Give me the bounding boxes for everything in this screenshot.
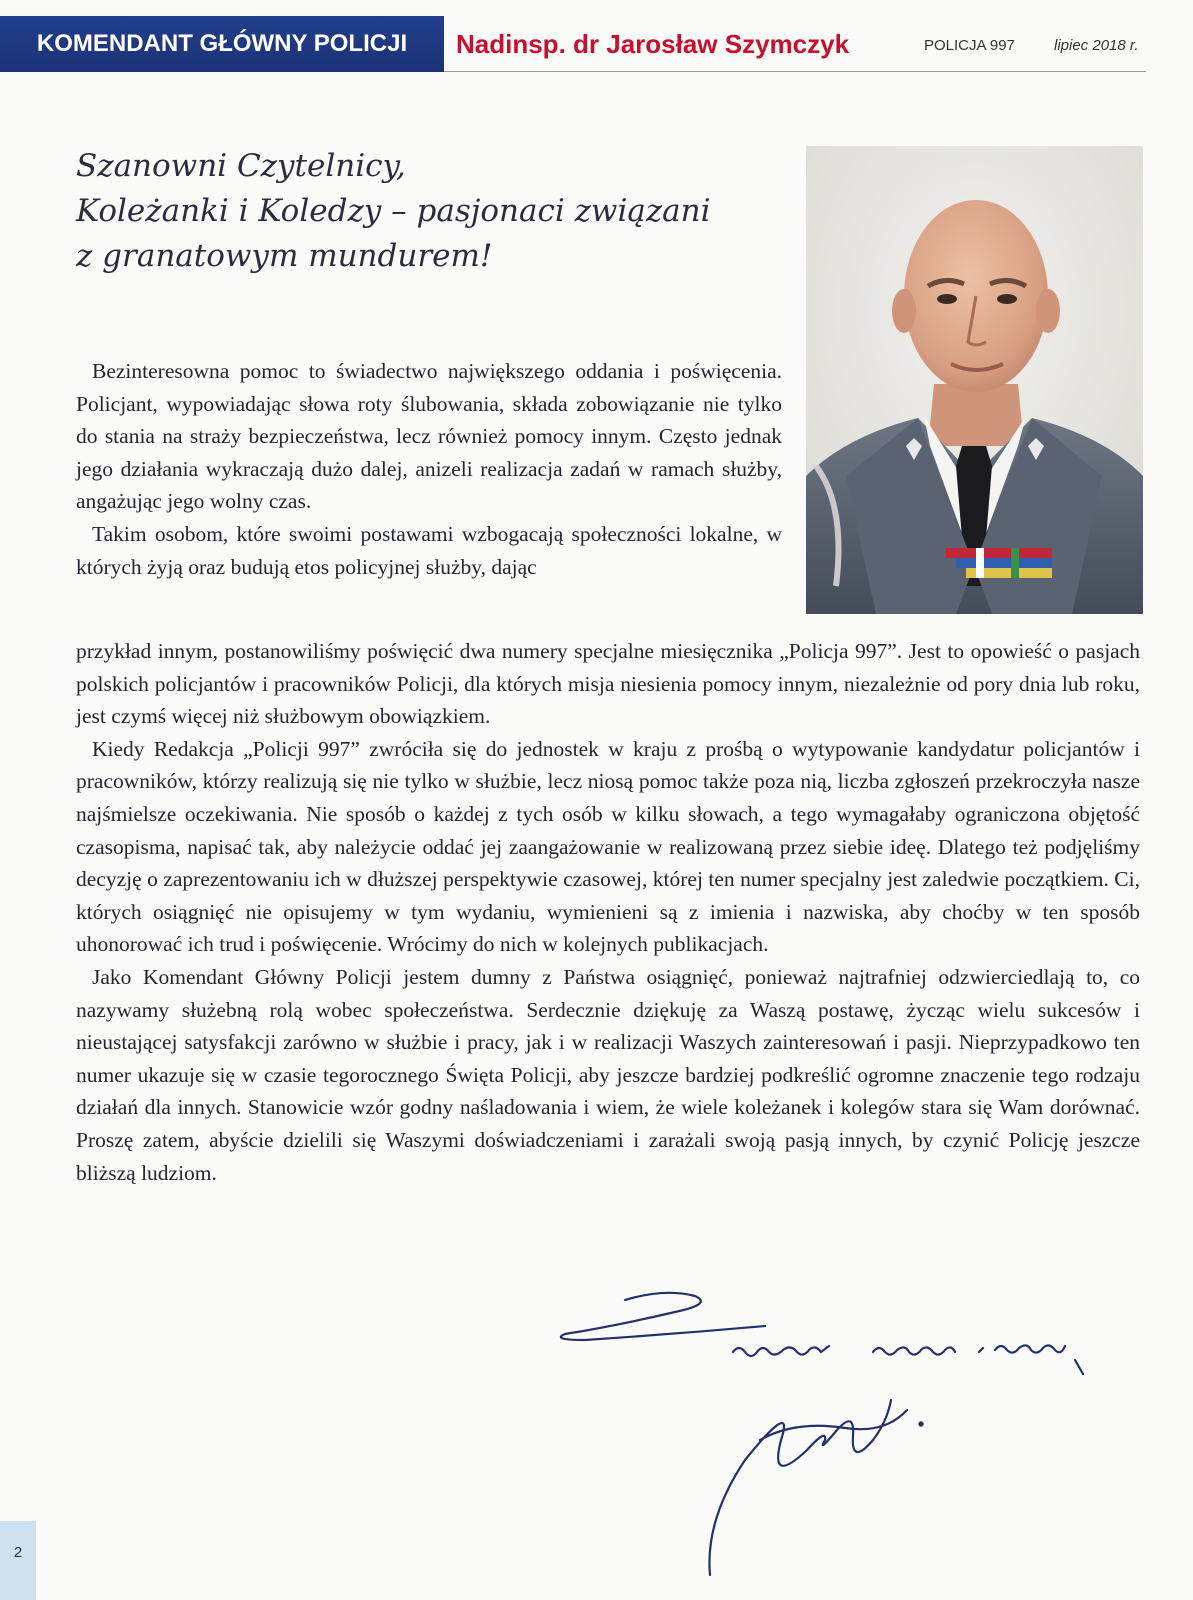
salutation-line: Koleżanki i Koledzy – pasjonaci związani	[76, 193, 711, 229]
body-column	[76, 355, 782, 583]
body-paragraph-continuation: przykład innym, postanowiliśmy poświęcić dwa numery specjalne miesięcznika „Policja 997”. Jest to opowieść o pasjach polskich policjantów i pracowników Policji, dla których misja niesienia pomocy innym, niezależnie od pory dnia lub roku, jest czymś więcej niż służbowym obowiązkiem.	[76, 639, 1140, 729]
author-portrait	[806, 146, 1143, 614]
body-paragraph: Kiedy Redakcja „Policji 997” zwróciła się do jednostek w kraju z prośbą o wytypowanie kandydatur policjantów i pracowników, którzy realizują się nie tylko w służbie, lecz niosą pomoc także poza nią, liczba zgłoszeń przekroczyła nasze najśmielsze oczekiwania. Nie sposób o każdej z tych osób w kilku słowach, a tego wymagałaby ograniczona objętość czasopisma, napisać tak, aby należycie oddać jej zaangażowanie w realizowaną przez siebie ideę. Dlatego też podjęliśmy decyzję o zaprezentowaniu ich w dłuższej perspektywie czasowej, której ten numer specjalny jest zaledwie początkiem. Ci, których osiągnięć nie opisujemy w tym wydaniu, wymienieni są z imienia i nazwiska, aby choćby w ten sposób uhonorować ich trud i poświęcenie. Wrócimy do nich w kolejnych publikacjach.	[76, 736, 1140, 957]
salutation	[76, 144, 776, 279]
author-name: Nadinsp. dr Jarosław Szymczyk	[456, 29, 850, 59]
salutation-line: z granatowym mundurem!	[76, 238, 493, 274]
section-title: KOMENDANT GŁÓWNY POLICJI	[36, 30, 408, 57]
body-paragraph: Bezinteresowna pomoc to świadectwo największego oddania i poświęcenia. Policjant, wypowiadając słowa roty ślubowania, składa zobowiązanie nie tylko do stania na straży bezpieczeństwa, lecz również pomocy innym. Często jednak jego działania wykraczają dużo dalej, anizeli realizacja zadań w ramach służby, angażując jego wolny czas.	[76, 359, 782, 514]
body-full-width	[76, 635, 1140, 1189]
signature-drawing	[555, 1290, 1145, 1580]
magazine-name: POLICJA 997	[924, 37, 1015, 54]
body-paragraph: Takim osobom, które swoimi postawami wzbogacają społeczności lokalne, w których żyją oraz budują etos policyjnej służby, dając	[76, 521, 782, 579]
issue-date: lipiec 2018 r.	[1054, 37, 1139, 54]
page-number: 2	[13, 1544, 23, 1561]
salutation-line: Szanowni Czytelnicy,	[76, 148, 406, 184]
portrait-illustration	[806, 146, 1143, 614]
handwritten-signature	[555, 1290, 1145, 1580]
header-rule	[444, 71, 1146, 72]
body-paragraph: Jako Komendant Główny Policji jestem dumny z Państwa osiągnięć, ponieważ najtrafniej odzwierciedlają to, co nazywamy służebną rolą wobec społeczeństwa. Serdecznie dziękuję za Waszą postawę, życząc wielu sukcesów i nieustającej satysfakcji zarówno w służbie i pracy, jak i w realizacji Waszych zainteresowań i pasji. Nieprzypadkowo ten numer ukazuje się w czasie tegorocznego Święta Policji, aby jeszcze bardziej podkreślić ogromne znaczenie tego rodzaju działań dla innych. Stanowicie wzór godny naśladowania i wiem, że wiele koleżanek i kolegów stara się Wam dorównać. Proszę zatem, abyście dzielili się Waszymi doświadczeniami i zarażali swoją pasją innych, by czynić Policję jeszcze bliższą ludziom.	[76, 964, 1140, 1185]
page-header	[0, 16, 1146, 72]
